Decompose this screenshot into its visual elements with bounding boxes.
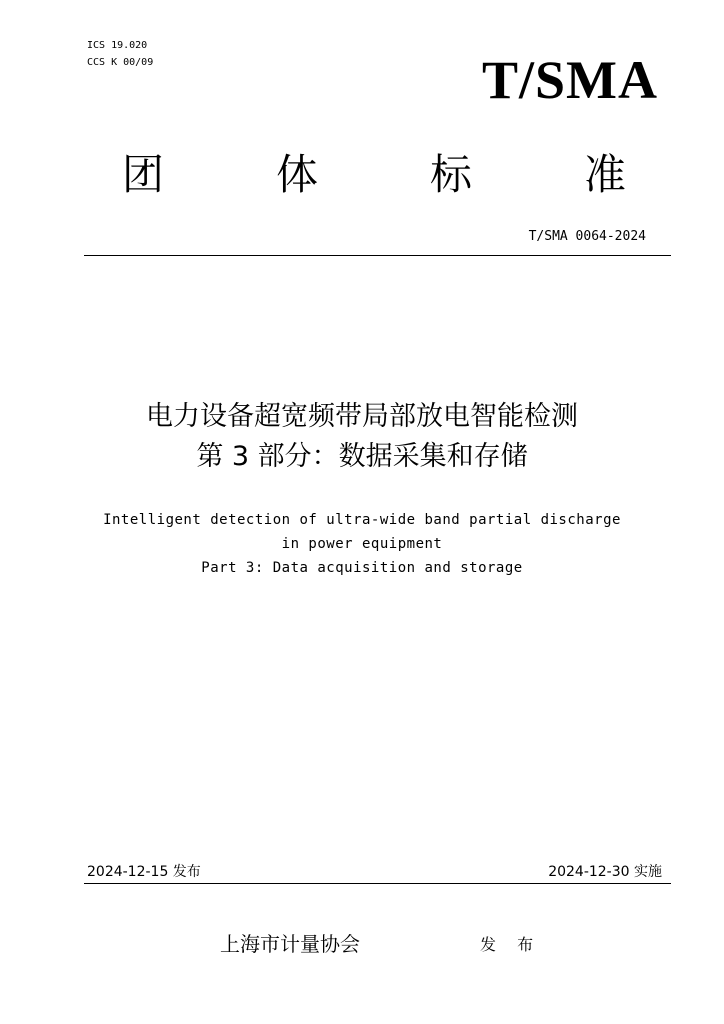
classification-codes (87, 37, 153, 71)
footer-divider (84, 883, 671, 884)
chinese-title-line2: 第 3 部分：数据采集和存储 (196, 441, 528, 472)
issue-label: 发 布 (480, 935, 542, 954)
chinese-title (0, 397, 724, 477)
english-title-line1: Intelligent detection of ultra-wide band partial discharge (103, 512, 621, 528)
english-title-line2: in power equipment (281, 536, 443, 552)
chinese-title-line1: 电力设备超宽频带局部放电智能检测 (146, 401, 578, 432)
document-type-char: 体 (275, 150, 318, 199)
document-type-heading (84, 148, 664, 202)
publish-date: 2024-12-15 发布 (87, 864, 201, 880)
english-title-line3: Part 3: Data acquisition and storage (201, 560, 523, 576)
standard-logo: T/SMA (481, 50, 658, 110)
header-divider (84, 255, 671, 256)
standard-number: T/SMA 0064-2024 (528, 229, 646, 244)
ccs-code: CCS K 00/09 (87, 57, 154, 68)
issuing-organization: 上海市计量协会 (220, 932, 360, 956)
implement-date: 2024-12-30 实施 (548, 864, 662, 880)
document-type-char: 准 (583, 150, 626, 199)
document-type-char: 标 (429, 150, 472, 199)
ics-code: ICS 19.020 (87, 40, 148, 51)
document-type-char: 团 (122, 150, 165, 199)
english-title (0, 508, 724, 580)
